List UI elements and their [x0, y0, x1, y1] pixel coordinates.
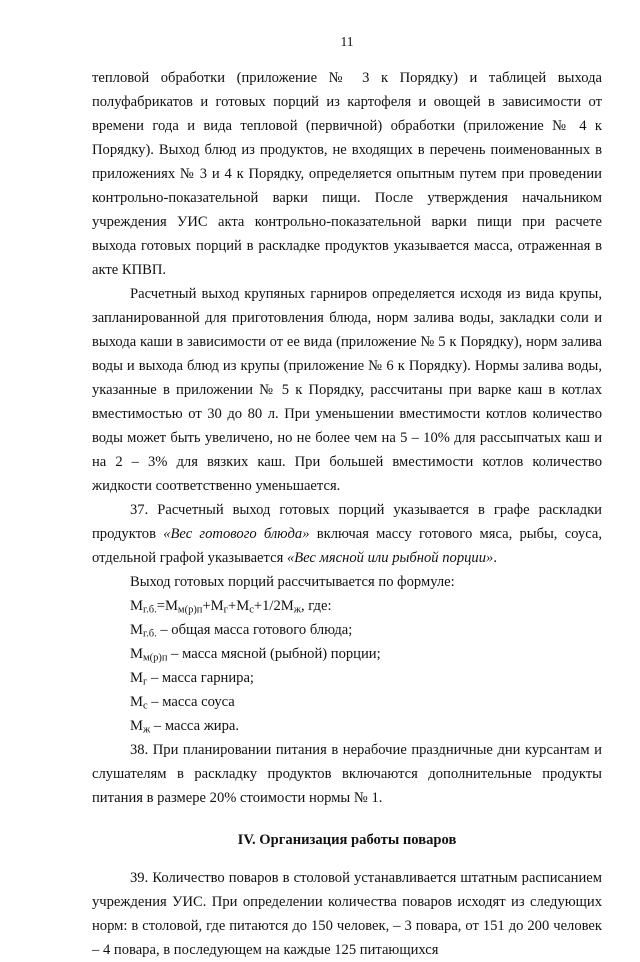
definition-total-mass: $М_{г.б.}$ – общая масса готового блюда;: [130, 622, 353, 640]
paragraph-37-middle: включая массу готового мяса, рыбы, соуса, отдельной графой указывается: [92, 526, 602, 566]
definition-sauce: $М_с$ – масса соуса: [130, 694, 235, 712]
formula: $М_{г.б.}=М_{м(р)п}+М_г+М_с+1/2М_ж$, где:: [130, 598, 332, 616]
definition-fat: $М_ж$ – масса жира.: [130, 718, 240, 736]
section-title: IV. Организация работы поваров: [237, 832, 457, 848]
paragraph-37-italic-portion-weight: «Вес мясной или рыбной порции»: [286, 550, 494, 566]
definition-garnish: $М_г$ – масса гарнира;: [130, 670, 254, 688]
paragraph-37-end: .: [493, 550, 497, 566]
paragraph-cereal-garnish: Расчетный выход крупяных гарниров определяется исходя из вида крупы, запланированной для приготовления блюда, норм залива воды, закладки соли и выхода каши в зависимости от ее вида (приложение № 5 к Порядку), норм залива воды и выхода блюд из крупы (приложение № 6 к Порядку). Нормы залива воды, указанные в приложении № 5 к Порядку, рассчитаны при варке каш в котлах вместимостью от 30 до 80 л. При уменьшении вместимости котлов количество воды может быть увеличено, но не более чем на 5 – 10% для рассыпчатых каш и на 2 – 3% для вязких каш. При большей вместимости котлов количество жидкости соответственно уменьшается.: [92, 286, 602, 494]
paragraph-37-start: 37. Расчетный выход готовых порций указывается в графе раскладки продуктов: [92, 502, 602, 542]
paragraph-38: 38. При планировании питания в нерабочие праздничные дни курсантам и слушателям в раскладку продуктов включаются дополнительные продукты питания в размере 20% стоимости нормы № 1.: [92, 742, 602, 806]
paragraph-continuation: тепловой обработки (приложение № 3 к Порядку) и таблицей выхода полуфабрикатов и готовых порций из картофеля и овощей в зависимости от времени года и вида тепловой (первичной) обработки (приложение № 4 к Порядку). Выход блюд из продуктов, не входящих в перечень поименованных в приложениях № 3 и 4 к Порядку, определяется опытным путем при проведении контрольно-показательной варки пищи. После утверждения начальником учреждения УИС акта контрольно-показательной варки пищи при расчете выхода готовых порций в раскладке продуктов указывается масса, отраженная в акте КПВП.: [92, 70, 602, 278]
paragraph-39: 39. Количество поваров в столовой устанавливается штатным расписанием учреждения УИС. При определении количества поваров исходят из следующих норм: в столовой, где питаются до 150 человек, – 3 повара, от 151 до 200 человек – 4 повара, в последующем на каждые 125 питающихся: [92, 870, 602, 958]
paragraph-37: [92, 498, 602, 570]
paragraph-37-italic-dish-weight: «Вес готового блюда»: [163, 526, 310, 542]
definition-meat-portion: $М_{м(р)п}$ – масса мясной (рыбной) порции;: [130, 646, 381, 664]
formula-intro: Выход готовых порций рассчитывается по формуле:: [130, 574, 455, 590]
page-number: 11: [340, 34, 354, 49]
